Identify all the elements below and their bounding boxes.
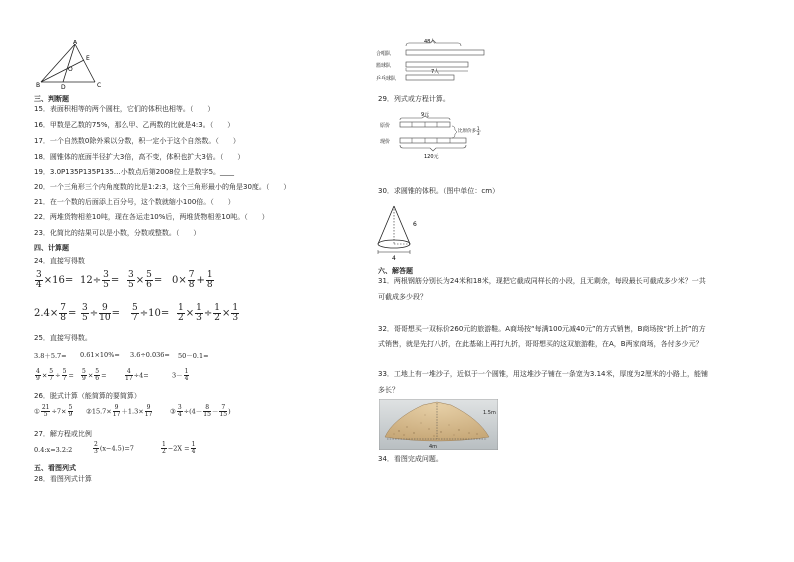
section6-title: 六、解答题 [378,267,413,275]
section4-title: 四、计算题 [34,244,69,252]
bar2-note-denominator: 3 [477,131,480,136]
question-32-line2: 式销售，就是先打八折，在此基础上再打九折，哥哥想买的这双旅游鞋，在A，B两家商场，各付多少元？ [378,340,703,348]
question-22: 22．两堆货物相差10吨，现在各运走10%后，两堆货物相差10吨。（ ） [34,213,269,221]
sand-height-label: 1.5m [483,410,496,416]
calc-25-1: 3.8＋5.7= [34,352,67,360]
bar2-bottom-label: 120元 [424,154,439,160]
section3-title: 三、判断题 [34,95,69,103]
cone-height-label: 6 [413,221,417,228]
triangle-label-e: E [86,55,90,62]
calc-24-4: 0× $\frac{7}{8}$ + $\frac{1}{8}$ [172,270,213,290]
calc-26-3: ③ $\frac{3}{4}$ ÷(4－ $\frac{8}{15}$ － $\frac{7}{15}$ ) [170,404,231,418]
triangle-figure [35,40,105,90]
question-26: 26．脱式计算（能简算的要简算） [34,392,141,400]
calc-25-4: 50－0.1= [178,352,209,360]
question-33-line1: 33．工地上有一堆沙子，近似于一个圆锥，用这堆沙子铺在一条宽为3.14米，厚度为2厘米的小路上，能铺 [378,370,708,378]
bar1-total-label: 48人 [424,39,436,45]
question-16: 16．甲数是乙数的75%，那么甲、乙两数的比就是4:3。（ ） [34,121,235,129]
question-27: 27．解方程或比例 [34,430,92,438]
question-19: 19．3.0P135P135P135…小数点后第2008位上是数字5。____ [34,168,235,176]
bar-diagram-teams [372,36,497,84]
calc-26-1: ① $\frac{21}{5}$ ÷7× $\frac{5}{9}$ [34,404,73,418]
cone-figure [372,202,422,262]
bar2-note: 比原价多 [458,129,476,134]
calc-25-5: $\frac{4}{9}$ × $\frac{5}{7}$ ÷ $\frac{5}{7}$ = [36,368,74,382]
calc-24-7: $\frac{5}{7}$ ÷10= [132,303,170,323]
triangle-label-d: D [61,84,66,90]
sand-pile-image [379,399,498,450]
question-25: 25．直接写得数。 [34,334,92,342]
bar1-row-pingpong: 乒乓球队 [376,76,397,82]
bar2-note-numerator: 1 [477,126,480,131]
question-30: 30．求圆锥的体积。（图中单位：cm） [378,187,500,195]
question-31-line1: 31．两根钢筋分别长为24米和18米，现把它截成同样长的小段，且无剩余，每段最长可截成多少米？一共 [378,277,706,285]
question-28: 28．看图列式计算 [34,475,92,483]
calc-24-1: $\frac{3}{4}$ ×16= [36,270,74,290]
question-33-line2: 多长？ [378,386,399,394]
cone-base-label: 4 [392,255,396,262]
calc-24-2: 12÷ $\frac{3}{5}$ = [80,270,120,290]
equation-27-2: $\frac{2}{3}$ (x−4.5)=7 [94,441,134,455]
bar2-row-original: 原价 [380,123,391,129]
bar2-row-current: 现价 [380,139,391,145]
triangle-label-a: A [73,40,78,46]
triangle-label-c: C [97,82,102,89]
calc-24-5: 2.4× $\frac{7}{8}$ = [34,303,77,323]
equation-27-1: 0.4:x=3.2:2 [34,446,73,454]
question-15: 15．表面积相等的两个圆柱，它们的体积也相等。（ ） [34,105,215,113]
bar1-row-choir: 合唱队 [376,51,392,57]
bar2-top-label: 9元 [421,112,430,118]
bar-diagram-price [378,110,488,162]
calc-26-2: ②15.7× $\frac{9}{17}$ ＋1.3× $\frac{9}{17}$ [86,404,153,418]
question-18: 18．圆锥体的底面半径扩大3倍，高不变，体积也扩大3倍。（ ） [34,153,245,161]
calc-25-6: $\frac{5}{9}$ × $\frac{5}{6}$ = [82,368,107,382]
section5-title: 五、看图列式 [34,464,76,472]
calc-24-8: $\frac{1}{2}$ × $\frac{1}{3}$ ÷ $\frac{1}{2}$ × $\frac{1}{3}$ [178,303,239,323]
question-17: 17．一个自然数0除外乘以分数，积一定小于这个自然数。（ ） [34,137,240,145]
question-20: 20．一个三角形三个内角度数的比是1:2:3，这个三角形最小的角是30度。（ ） [34,183,291,191]
bar1-row-basketball: 篮球队 [376,63,392,69]
calc-25-2: 0.61×10%= [80,351,120,359]
question-24: 24．直接写得数 [34,257,85,265]
question-31-line2: 可截成多少段？ [378,293,427,301]
calc-25-8: 3－ $\frac{1}{4}$ [172,368,189,382]
equation-27-3: $\frac{1}{2}$ −2X = $\frac{1}{4}$ [162,441,196,455]
bar1-diff-label: 7人 [431,69,440,75]
sand-base-label: 4m [429,444,438,450]
calc-24-6: $\frac{3}{5}$ ÷ $\frac{9}{10}$ = [82,303,120,323]
triangle-label-b: B [36,82,41,89]
triangle-label-o: O [68,66,73,73]
calc-24-3: $\frac{3}{5}$ × $\frac{5}{6}$ = [128,270,163,290]
question-32-line1: 32．哥哥想买一双标价260元的旅游鞋。A商场按“每满100元减40元”的方式销售，B商场按“折上折”的方 [378,325,706,333]
calc-25-7: $\frac{4}{17}$ ÷4= [125,368,149,382]
question-34: 34．看图完成问题。 [378,455,443,463]
question-21: 21．在一个数的后面添上百分号，这个数就缩小100倍。（ ） [34,198,235,206]
question-29: 29．列式或方程计算。 [378,95,450,103]
calc-25-3: 3.6÷0.036= [130,351,170,359]
question-23: 23．化简比的结果可以是小数，分数或整数。（ ） [34,229,201,237]
